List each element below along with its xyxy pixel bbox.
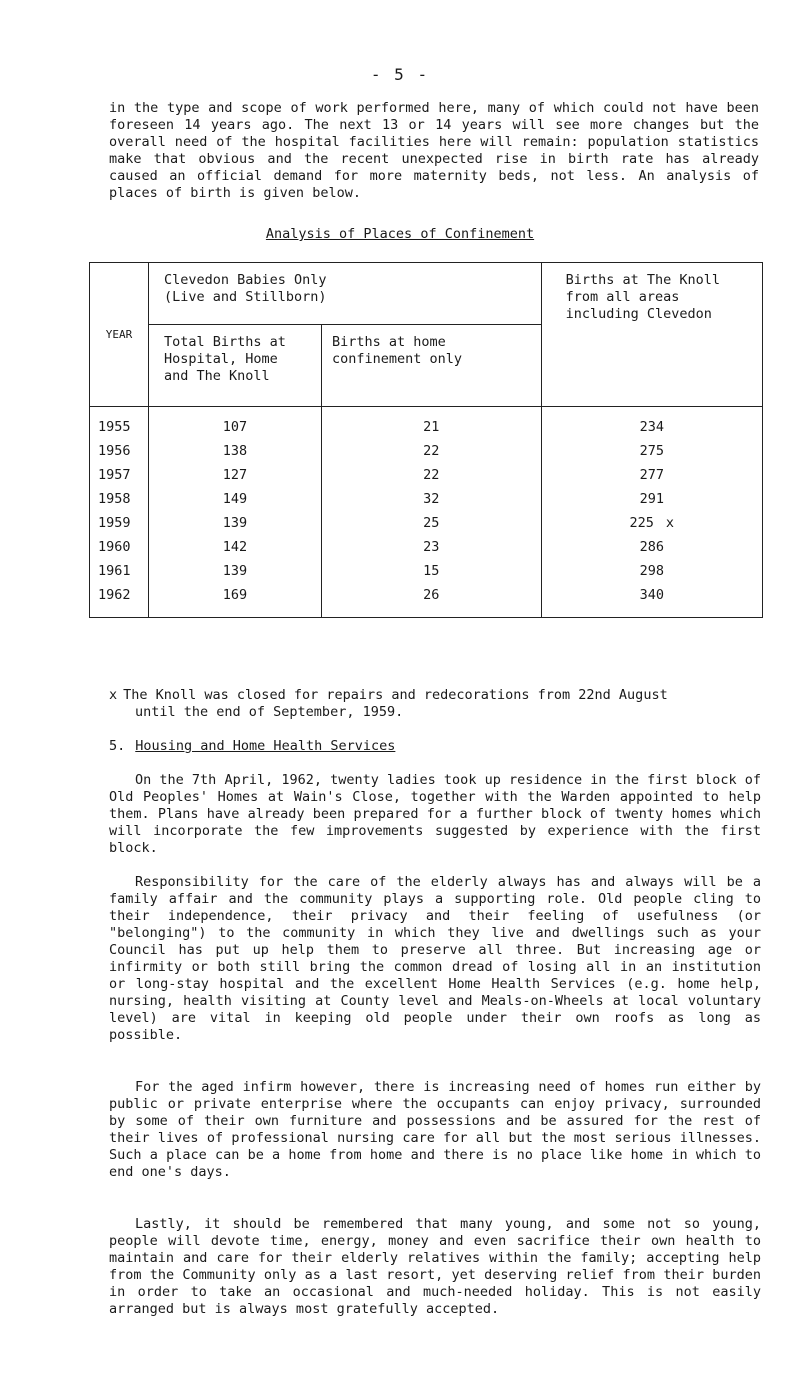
page-number: - 5 - [370,65,430,84]
table-row [90,587,763,618]
knoll-births-cell [541,587,762,618]
year-cell: 1956 [90,443,149,467]
year-cell: 1957 [90,467,149,491]
confinement-table [89,262,763,618]
clevedon-header-line: Clevedon Babies Only [164,272,327,288]
year-column-header: YEAR [90,263,149,407]
knoll-births-cell [541,443,762,467]
section-title: Housing and Home Health Services [135,738,396,754]
total-births-cell: 138 [149,443,322,467]
footnote-continuation: until the end of September, 1959. [135,704,404,720]
total-births-cell: 142 [149,539,322,563]
knoll-value: 275 [639,443,664,459]
intro-paragraph: in the type and scope of work performed here, many of which could not have been foreseen 14 years ago. The next 13 or 14 years will see more changes but the overall need of the hospital facilities here will remain: population statistics make that obvious and the recent unexpected rise in birth rate has already caused an official demand for more maternity beds, not less. An analysis of places of birth is given below. [109,100,759,201]
table-row [90,467,763,491]
table-row [90,443,763,467]
paragraph-text: On the 7th April, 1962, twenty ladies took up residence in the first block of Old Peoples' Homes at Wain's Close, together with the Warden appointed to help them. Plans have already been prepared for a further block of twenty homes which will incorporate the few improvements suggested by experience with the first block. [109,772,761,856]
home-births-cell: 15 [322,563,542,587]
table-row [90,515,763,539]
table-title: Analysis of Places of Confinement [265,226,535,242]
year-cell: 1958 [90,491,149,515]
home-births-cell: 22 [322,443,542,467]
home-births-cell: 21 [322,407,542,444]
knoll-value: 340 [639,587,664,603]
home-header-line: confinement only [332,351,463,367]
knoll-value: 225 [629,515,654,531]
clevedon-header-line: (Live and Stillborn) [164,289,327,305]
home-header-line: Births at home [332,334,446,350]
knoll-value: 277 [639,467,664,483]
home-births-cell: 26 [322,587,542,618]
knoll-births-cell [541,539,762,563]
table-row [90,539,763,563]
paragraph-text: Responsibility for the care of the elderly always has and always will be a family affair and the community plays a supporting role. Old people cling to their independence, their privacy and their feeling of usefulness (or "belonging") to the community in which they live and dwellings such as your Council has put up help them to preserve all three. But increasing age or infirmity or both still bring the common dread of losing all in an institution or long-stay hospital and the excellent Home Health Services (e.g. home help, nursing, health visiting at County level and Meals-on-Wheels at local voluntary level) are vital in keeping old people under their own roofs as long as possible. [109,874,761,1043]
knoll-births-cell [541,515,762,539]
knoll-value: 291 [639,491,664,507]
year-cell: 1960 [90,539,149,563]
total-header-line: and The Knoll [164,368,270,384]
home-births-header [322,325,542,407]
year-cell: 1955 [90,407,149,444]
home-births-cell: 22 [322,467,542,491]
knoll-value: 234 [639,419,664,435]
total-births-cell: 107 [149,407,322,444]
knoll-births-header [541,263,762,407]
table-row [90,491,763,515]
paragraph-text: For the aged infirm however, there is increasing need of homes run either by public or private enterprise where the occupants can enjoy privacy, surrounded by some of their own furniture and possessions and be assured for the rest of their lives of professional nursing care for all but the most serious illnesses. Such a place can be a home from home and there is no place like home in which to end one's days. [109,1079,761,1180]
knoll-births-cell [541,467,762,491]
total-births-cell: 149 [149,491,322,515]
total-births-cell: 169 [149,587,322,618]
body-paragraph [109,1079,761,1181]
year-cell: 1962 [90,587,149,618]
footnote-marker: x [109,687,118,703]
total-births-cell: 127 [149,467,322,491]
section-number: 5. [109,738,126,754]
total-births-cell: 139 [149,515,322,539]
home-births-cell: 23 [322,539,542,563]
home-births-cell: 25 [322,515,542,539]
table-row [90,407,763,444]
total-births-header [149,325,322,407]
year-cell: 1961 [90,563,149,587]
total-births-cell: 139 [149,563,322,587]
knoll-births-cell [541,407,762,444]
home-births-cell: 32 [322,491,542,515]
clevedon-babies-header [149,263,542,325]
section-heading [109,738,395,755]
paragraph-text: Lastly, it should be remembered that many young, and some not so young, people will devote time, energy, money and even sacrifice their own health to maintain and care for their elderly relatives within the family; accepting help from the Community only as a last resort, yet deserving relief from their burden in order to take an occasional and much-needed holiday. This is not easily arranged but is always most gratefully accepted. [109,1216,761,1317]
body-paragraph [109,772,761,857]
total-header-line: Total Births at [164,334,286,350]
body-paragraph [109,874,761,1044]
knoll-value: 286 [639,539,664,555]
knoll-value: 298 [639,563,664,579]
year-cell: 1959 [90,515,149,539]
table-row [90,563,763,587]
table-footnote [109,687,759,721]
footnote-text: The Knoll was closed for repairs and redecorations from 22nd August [123,687,668,703]
footnote-marker: x [665,515,675,531]
body-paragraph [109,1216,761,1318]
knoll-births-cell [541,563,762,587]
knoll-header-line: from all areas [565,289,680,305]
total-header-line: Hospital, Home [164,351,278,367]
knoll-header-line: Births at The Knoll [565,272,721,288]
knoll-header-line: including Clevedon [565,306,712,322]
knoll-births-cell [541,491,762,515]
